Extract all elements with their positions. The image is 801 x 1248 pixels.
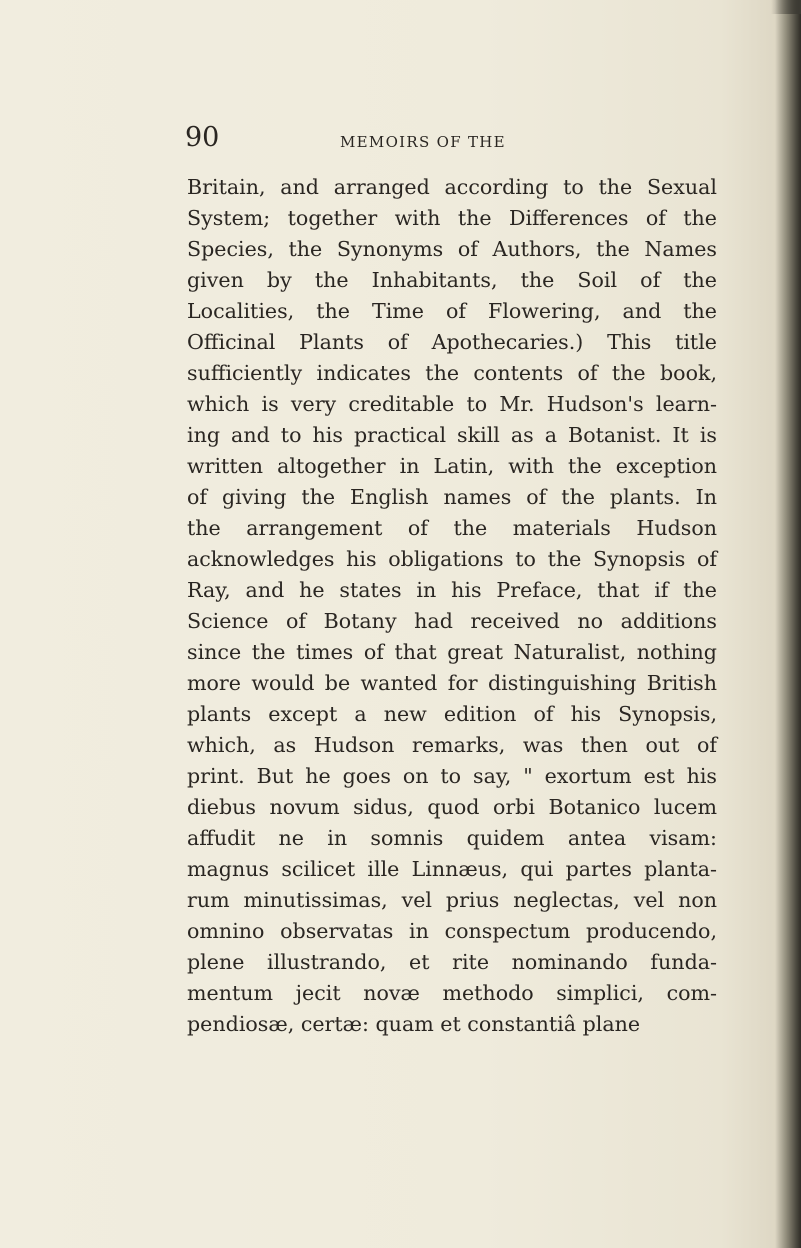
text-line: Officinal Plants of Apothecaries.) This title [187, 330, 717, 354]
text-line: ing and to his practical skill as a Botanist. It is [187, 423, 717, 447]
text-line: magnus scilicet ille Linnæus, qui partes planta- [187, 857, 717, 881]
text-line: omnino observatas in conspectum producendo, [187, 919, 717, 943]
body-text [187, 172, 717, 1040]
text-line: diebus novum sidus, quod orbi Botanico lucem [187, 795, 717, 819]
text-line: acknowledges his obligations to the Synopsis of [187, 547, 717, 571]
text-line: mentum jecit novæ methodo simplici, com- [187, 981, 717, 1005]
text-line: more would be wanted for distinguishing British [187, 671, 717, 695]
text-line: Britain, and arranged according to the Sexual [187, 175, 717, 199]
page-number: 90 [185, 122, 220, 153]
page-corner-shadow [771, 0, 801, 14]
running-head: MEMOIRS OF THE [340, 133, 506, 151]
text-line: Species, the Synonyms of Authors, the Names [187, 237, 717, 261]
text-line: given by the Inhabitants, the Soil of the [187, 268, 717, 292]
text-line: System; together with the Differences of the [187, 206, 717, 230]
text-line: affudit ne in somnis quidem antea visam: [187, 826, 717, 850]
text-line: since the times of that great Naturalist, nothing [187, 640, 717, 664]
page-header [185, 122, 745, 165]
text-line: written altogether in Latin, with the exception [187, 454, 717, 478]
text-line: rum minutissimas, vel prius neglectas, vel non [187, 888, 717, 912]
text-line: Ray, and he states in his Preface, that if the [187, 578, 717, 602]
text-line: of giving the English names of the plants. In [187, 485, 717, 509]
text-line: plants except a new edition of his Synopsis, [187, 702, 717, 726]
page-edge-shadow [775, 0, 801, 1248]
text-line: pendiosæ, certæ: quam et constantiâ plane [187, 1012, 641, 1036]
text-line: Localities, the Time of Flowering, and the [187, 299, 717, 323]
text-line: which, as Hudson remarks, was then out of [187, 733, 717, 757]
text-line: sufficiently indicates the contents of the book, [187, 361, 717, 385]
text-line: which is very creditable to Mr. Hudson's learn- [187, 392, 717, 416]
text-line: Science of Botany had received no additions [187, 609, 717, 633]
text-line: print. But he goes on to say, " exortum est his [187, 764, 717, 788]
text-line: the arrangement of the materials Hudson [187, 516, 717, 540]
text-line: plene illustrando, et rite nominando funda- [187, 950, 717, 974]
